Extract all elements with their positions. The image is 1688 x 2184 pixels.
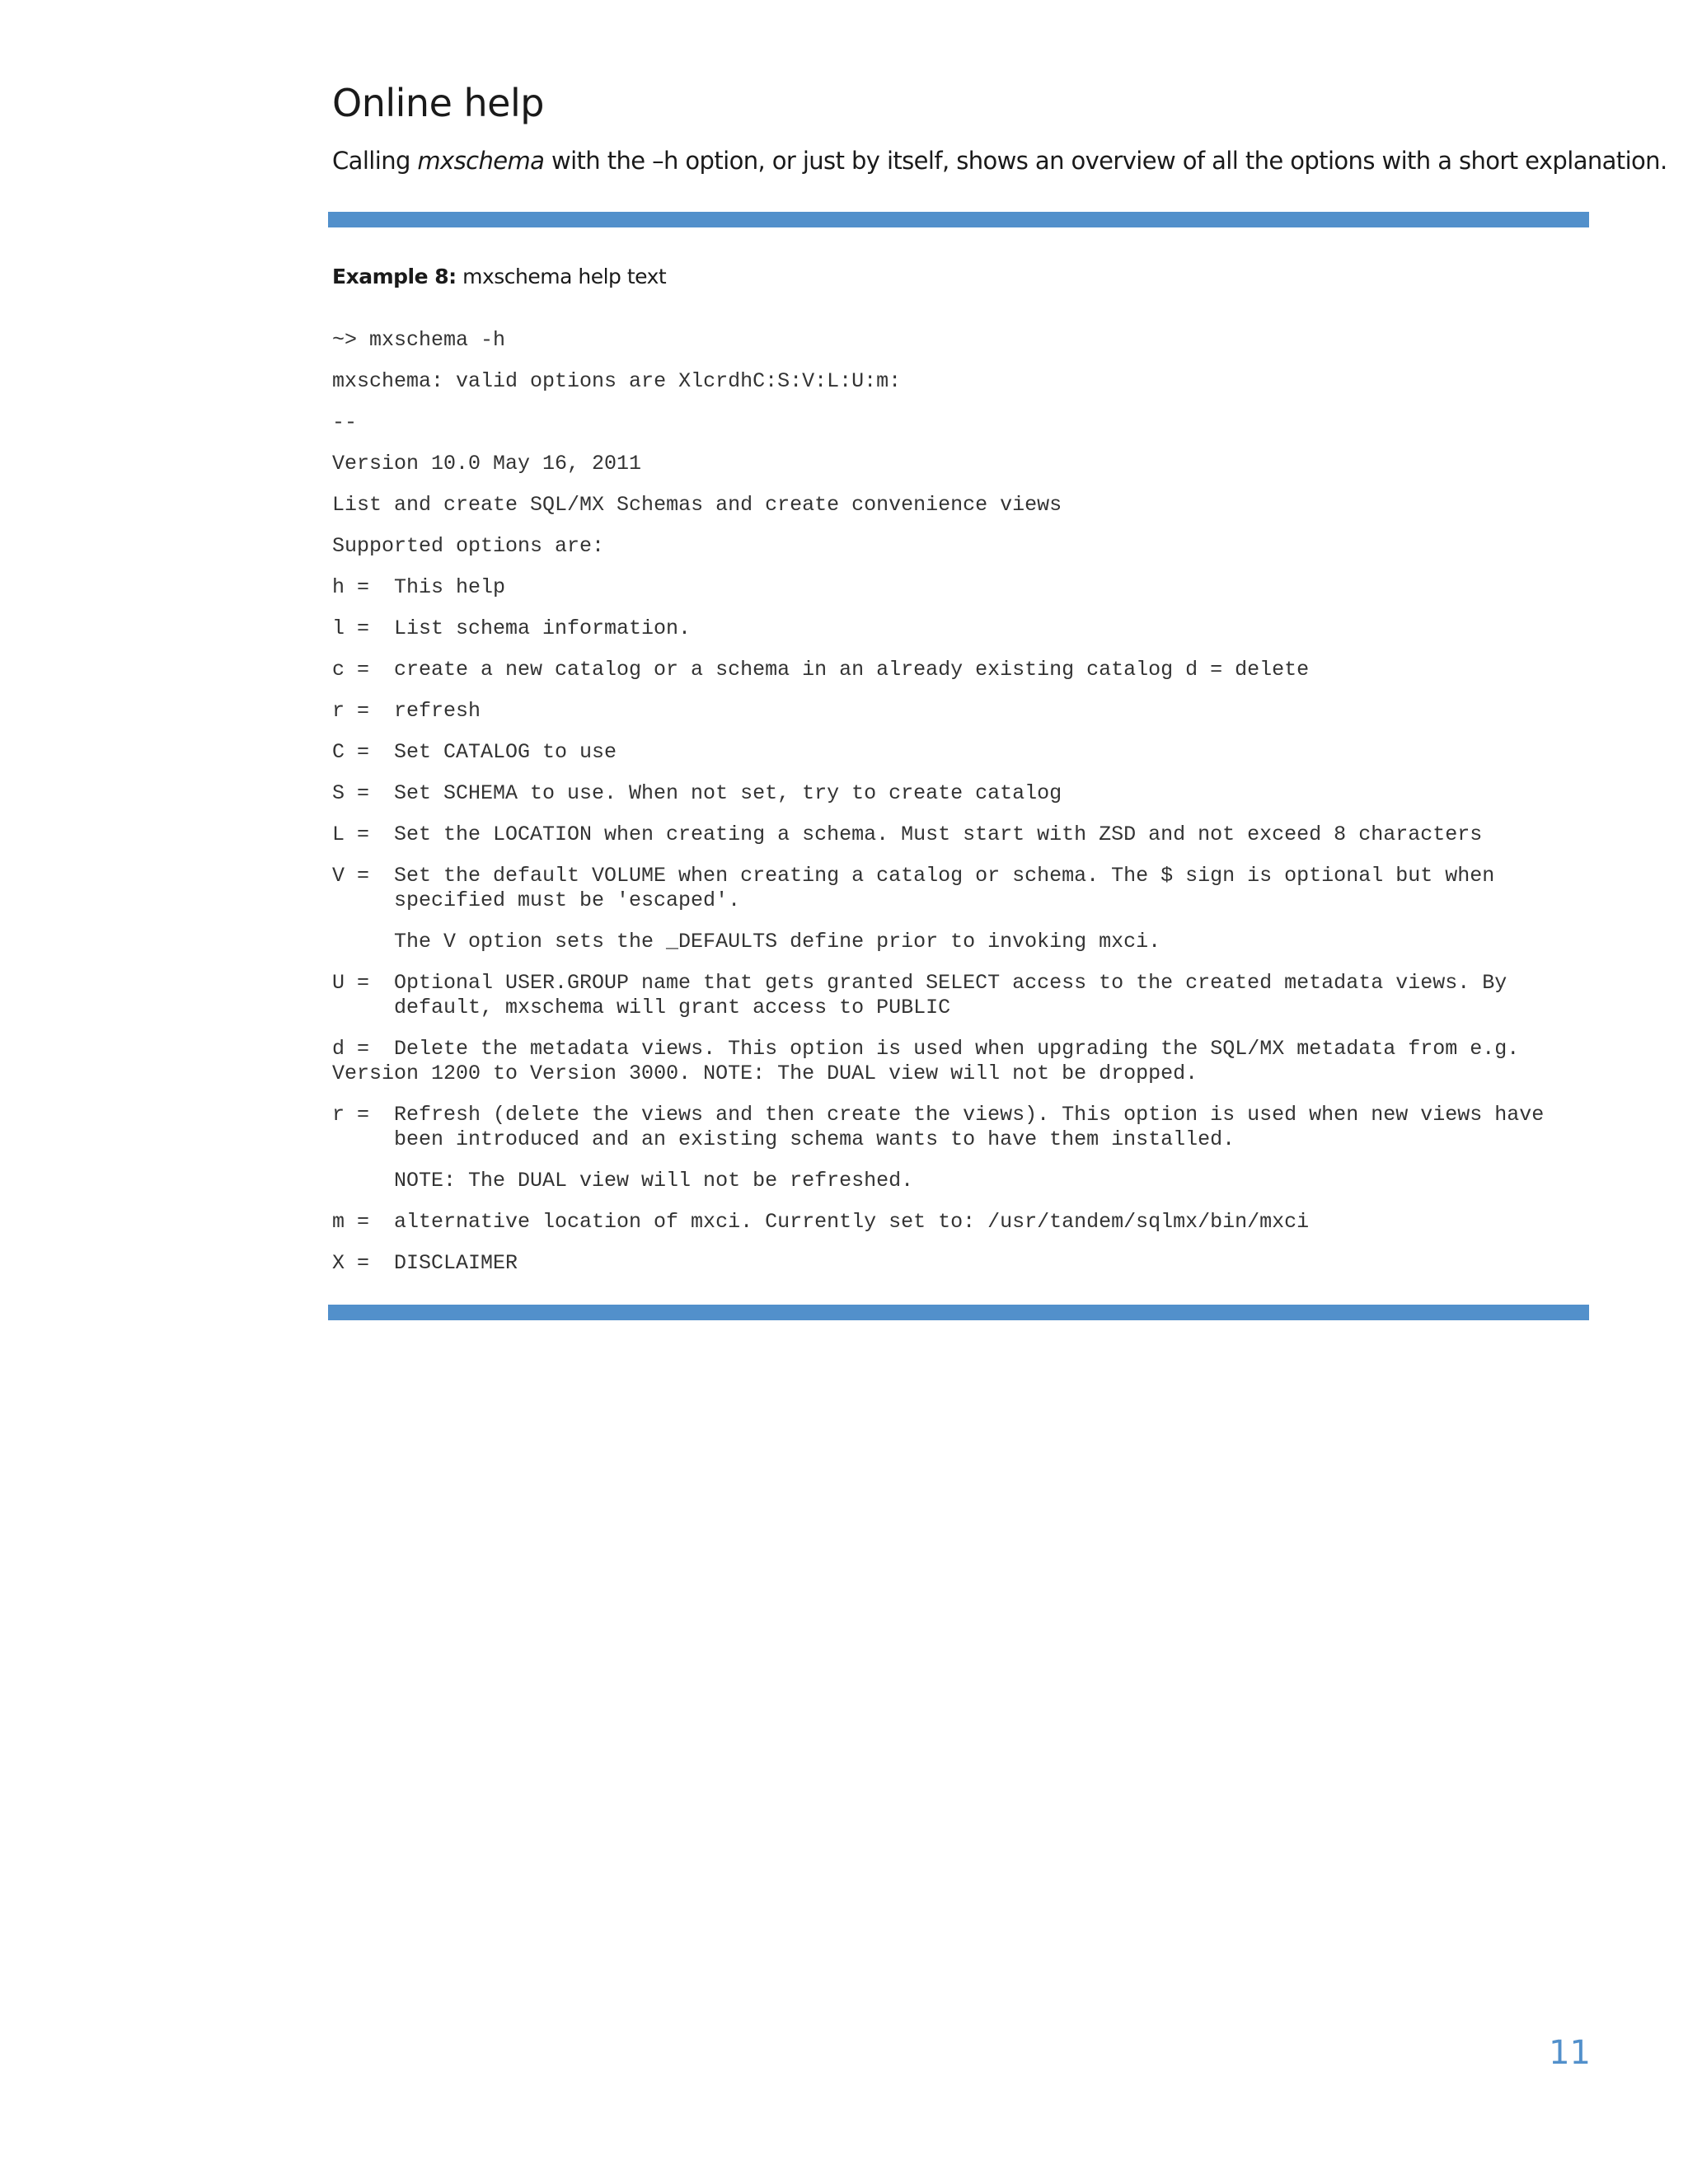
option-desc: Set CATALOG to use <box>394 740 617 764</box>
intro-text-end: with the –h option, or just by itself, shows an overview of all the options with a short explanation. <box>544 147 1667 175</box>
option-key: r = <box>332 1103 370 1127</box>
option-desc: This help <box>394 575 506 599</box>
option-key: X = <box>332 1251 370 1275</box>
option-desc: Set the LOCATION when creating a schema. Must start with ZSD and not exceed 8 characters <box>394 823 1483 846</box>
option-d <box>332 1037 1593 1086</box>
option-desc: alternative location of mxci. Currently set to: /usr/tandem/sqlmx/bin/mxci <box>394 1210 1310 1234</box>
option-note: The V option sets the _DEFAULTS define prior to invoking mxci. <box>394 930 1161 954</box>
code-purpose-line: List and create SQL/MX Schemas and create convenience views <box>332 493 1062 517</box>
example-title: mxschema help text <box>456 265 667 288</box>
option-key: r = <box>332 699 370 723</box>
intro-command-name: mxschema <box>417 147 545 175</box>
option-key: l = <box>332 616 370 640</box>
option-desc: List schema information. <box>394 616 692 640</box>
option-desc: Delete the metadata views. This option is used when upgrading the SQL/MX metadata from e.g. Version 1200 to Version 3000. NOTE: The DUAL view will not be dropped. <box>332 1037 1532 1085</box>
intro-paragraph <box>332 147 1667 175</box>
example-caption <box>332 265 666 288</box>
option-key: c = <box>332 658 370 682</box>
option-desc: Set SCHEMA to use. When not set, try to create catalog <box>394 781 1062 805</box>
intro-text-start: Calling <box>332 147 418 175</box>
example-bottom-rule <box>328 1305 1589 1320</box>
option-desc: create a new catalog or a schema in an already existing catalog d = delete <box>394 658 1310 682</box>
code-separator-line: -- <box>332 410 358 434</box>
example-label: Example 8: <box>332 265 457 288</box>
option-desc: Refresh (delete the views and then create the views). This option is used when new views have been introduced and an existing schema wants to have them installed. <box>394 1103 1557 1151</box>
code-version-line: Version 10.0 May 16, 2011 <box>332 452 642 476</box>
option-key: h = <box>332 575 370 599</box>
option-desc: Set the default VOLUME when creating a catalog or schema. The $ sign is optional but when specified must be 'escaped'. <box>394 864 1507 912</box>
option-key: S = <box>332 781 370 805</box>
code-prompt-line: ~> mxschema -h <box>332 328 506 352</box>
option-key: m = <box>332 1210 370 1234</box>
option-desc: Optional USER.GROUP name that gets granted SELECT access to the created metadata views. By default, mxschema will grant access to PUBLIC <box>394 971 1520 1019</box>
page-number: 11 <box>1549 2034 1591 2072</box>
code-supported-line: Supported options are: <box>332 534 605 558</box>
option-key: V = <box>332 864 370 888</box>
code-valid-options-line: mxschema: valid options are XlcrdhC:S:V:L:U:m: <box>332 369 902 393</box>
option-note: NOTE: The DUAL view will not be refreshed. <box>394 1169 914 1193</box>
option-desc: refresh <box>394 699 481 723</box>
example-top-rule <box>328 212 1589 227</box>
option-key: L = <box>332 823 370 846</box>
option-desc: DISCLAIMER <box>394 1251 518 1275</box>
section-heading: Online help <box>332 81 544 125</box>
option-key: U = <box>332 971 370 995</box>
option-key: d = <box>332 1037 370 1061</box>
option-key: C = <box>332 740 370 764</box>
